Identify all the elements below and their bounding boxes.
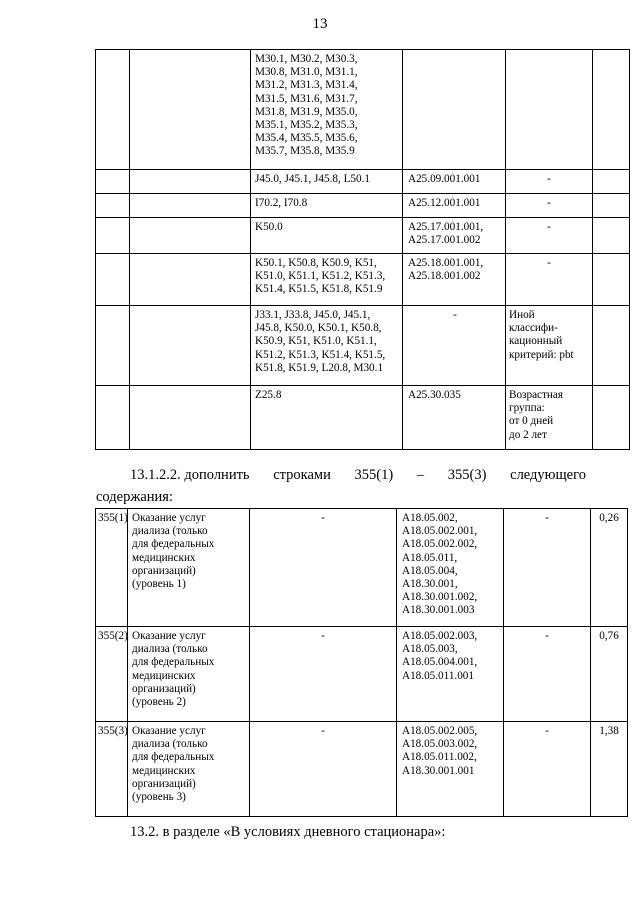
other-criteria-cell [504,627,591,722]
icd-codes-cell-text: K50.1, K50.8, K50.9, K51, K51.0, K51.1, K51.2, K51.3, K51.4, K51.5, K51.8, K51.9 [255,257,386,296]
icd-codes-cell-text: J45.0, J45.1, J45.8, L50.1 [255,173,370,185]
empty-cell [96,218,130,254]
service-codes-cell [397,722,504,817]
icd-codes-cell-text: - [321,725,325,737]
service-codes-cell-text: A25.30.035 [408,389,461,401]
table-row [96,254,630,306]
empty-cell [130,170,251,194]
other-criteria-cell [506,194,593,218]
group-name-cell-text: Оказание услуг диализа (только для федеральных медицинских организаций) (уровень 2) [132,630,215,709]
table-row [96,218,630,254]
service-codes-cell [403,50,506,170]
row-number-cell-text: 355(3) [98,725,128,737]
coefficient-cell [591,722,628,817]
other-criteria-cell-text: Иной классифи- кационный критерий: pbt [509,309,574,361]
icd-codes-cell [251,386,403,450]
row-number-cell [96,509,128,627]
icd-codes-cell [251,170,403,194]
icd-codes-cell [251,194,403,218]
service-codes-cell [403,194,506,218]
other-criteria-cell [506,218,593,254]
empty-cell [593,306,630,386]
coefficient-cell-text: 1,38 [599,725,619,737]
other-criteria-cell [504,722,591,817]
other-criteria-cell-text: - [547,257,551,269]
empty-cell [593,170,630,194]
para1-line2: содержания: [96,489,174,505]
service-codes-cell [403,254,506,306]
icd-codes-cell [250,627,397,722]
other-criteria-cell [506,386,593,450]
icd-codes-cell-text: - [321,630,325,642]
other-criteria-cell-text: Возрастная группа: от 0 дней до 2 лет [509,389,563,441]
coefficient-cell [591,627,628,722]
table-row [96,627,628,722]
group-name-cell-text: Оказание услуг диализа (только для федеральных медицинских организаций) (уровень 1) [132,512,215,591]
amendment-paragraph-2: 13.2. в разделе «В условиях дневного стационара»: [130,824,446,840]
empty-cell [593,386,630,450]
service-codes-cell [403,218,506,254]
service-codes-cell-text: A25.12.001.001 [408,197,481,209]
empty-cell [130,254,251,306]
para1-word: 355(3) [447,467,487,483]
other-criteria-cell-text: - [545,512,549,524]
empty-cell [130,194,251,218]
group-name-cell [128,627,250,722]
empty-cell [593,254,630,306]
table-continued-criteria [95,49,630,450]
group-name-cell-text: Оказание услуг диализа (только для федеральных медицинских организаций) (уровень 3) [132,725,215,804]
service-codes-cell-text: A18.05.002, A18.05.002.001, A18.05.002.002, A18.05.011, A18.05.004, A18.30.001, A18.30.001.002, A18.30.001.003 [402,512,478,617]
page-number: 13 [312,16,328,32]
other-criteria-cell [506,50,593,170]
coefficient-cell-text: 0,76 [599,630,619,642]
other-criteria-cell-text: - [545,630,549,642]
service-codes-cell-text: A18.05.002.003, A18.05.003, A18.05.004.001, A18.05.011.001 [402,630,478,682]
other-criteria-cell [506,306,593,386]
icd-codes-cell [250,509,397,627]
icd-codes-cell-text: M30.1, M30.2, M30.3, M30.8, M31.0, M31.1, M31.2, M31.3, M31.4, M31.5, M31.6, M31.7, M31.8, M31.9, M35.0, M35.1, M35.2, M35.3, M35.4, M35.5, M35.6, M35.7, M35.8, M35.9 [255,53,358,158]
icd-codes-cell [251,50,403,170]
other-criteria-cell-text: - [547,173,551,185]
para1-word: строками [273,467,331,483]
service-codes-cell-text: A25.17.001.001, A25.17.001.002 [408,221,484,247]
service-codes-cell [403,306,506,386]
empty-cell [96,386,130,450]
service-codes-cell [403,386,506,450]
row-number-cell-text: 355(2) [98,630,128,642]
empty-cell [593,218,630,254]
group-name-cell [128,509,250,627]
service-codes-cell [403,170,506,194]
other-criteria-cell-text: - [547,221,551,233]
other-criteria-cell [506,254,593,306]
row-number-cell [96,627,128,722]
other-criteria-cell-text: - [545,725,549,737]
empty-cell [593,194,630,218]
icd-codes-cell [250,722,397,817]
service-codes-cell [397,509,504,627]
amendment-paragraph-1 [96,464,586,508]
empty-cell [130,218,251,254]
para1-word: 13.1.2.2. дополнить [130,467,250,483]
empty-cell [593,50,630,170]
icd-codes-cell [251,306,403,386]
table-row [96,194,630,218]
icd-codes-cell-text: Z25.8 [255,389,282,401]
empty-cell [96,306,130,386]
service-codes-cell-text: A18.05.002.005, A18.05.003.002, A18.05.011.002, A18.30.001.001 [402,725,478,777]
empty-cell [130,50,251,170]
service-codes-cell [397,627,504,722]
table-row [96,509,628,627]
empty-cell [130,306,251,386]
para1-word: 355(1) [354,467,394,483]
icd-codes-cell [251,254,403,306]
other-criteria-cell-text: - [547,197,551,209]
row-number-cell [96,722,128,817]
table-row [96,50,630,170]
empty-cell [130,386,251,450]
icd-codes-cell-text: K50.0 [255,221,283,233]
empty-cell [96,170,130,194]
group-name-cell [128,722,250,817]
coefficient-cell [591,509,628,627]
table-row [96,722,628,817]
table-row [96,386,630,450]
service-codes-cell-text: - [453,309,457,321]
table-row [96,306,630,386]
service-codes-cell-text: A25.09.001.001 [408,173,481,185]
icd-codes-cell-text: - [321,512,325,524]
other-criteria-cell [506,170,593,194]
para1-word: следующего [510,467,586,483]
icd-codes-cell-text: J33.1, J33.8, J45.0, J45.1, J45.8, K50.0, K50.1, K50.8, K50.9, K51, K51.0, K51.1, K51.2, K51.3, K51.4, K51.5, K51.8, K51.9, L20.8, M30.1 [255,309,386,374]
row-number-cell-text: 355(1) [98,512,128,524]
empty-cell [96,50,130,170]
empty-cell [96,254,130,306]
other-criteria-cell [504,509,591,627]
icd-codes-cell [251,218,403,254]
service-codes-cell-text: A25.18.001.001, A25.18.001.002 [408,257,484,283]
para1-word: – [416,467,425,483]
coefficient-cell-text: 0,26 [599,512,619,524]
table-new-rows [95,508,628,817]
icd-codes-cell-text: I70.2, I70.8 [255,197,308,209]
empty-cell [96,194,130,218]
table-row [96,170,630,194]
